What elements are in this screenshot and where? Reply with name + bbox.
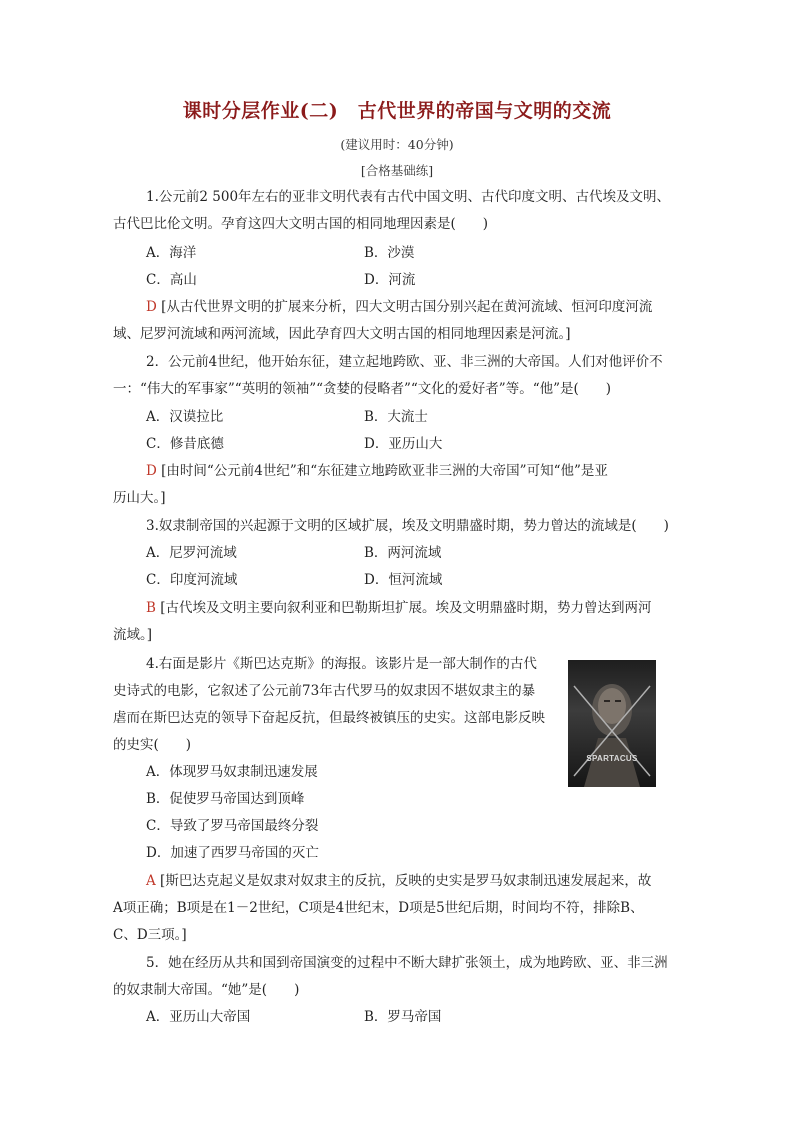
q4-explanation-text: [斯巴达克起义是奴隶对奴隶主的反抗，反映的史实是罗马奴隶制迅速发展起来，故 [160, 873, 652, 889]
q4-option-c: C．导致了罗马帝国最终分裂 [146, 818, 319, 834]
q2-stem-line-2: 一：“伟大的军事家”“英明的领袖”“贪婪的侵略者”“文化的爱好者”等。“他”是( ) [113, 381, 612, 397]
q3-stem-line-1: 3.奴隶制帝国的兴起源于文明的区域扩展，埃及文明鼎盛时期，势力曾达的流域是( ) [146, 518, 669, 534]
q2-option-a: A．汉谟拉比 [146, 409, 224, 425]
poster-title-text: SPARTACUS [586, 754, 638, 763]
q2-stem-line-1: 2．公元前4世纪，他开始东征，建立起地跨欧、亚、非三洲的大帝国。人们对他评价不 [146, 354, 663, 370]
q1-stem-line-2: 古代巴比伦文明。孕育这四大文明古国的相同地理因素是( ) [113, 216, 489, 232]
q5-option-b: B．罗马帝国 [364, 1009, 442, 1025]
q3-option-b: B．两河流域 [364, 545, 442, 561]
q3-explanation-text: [古代埃及文明主要向叙利亚和巴勒斯坦扩展。埃及文明鼎盛时期，势力曾达到两河 [160, 600, 652, 616]
q3-option-d: D．恒河流域 [364, 572, 443, 588]
spartacus-poster-image [568, 660, 656, 787]
q4-option-b: B．促使罗马帝国达到顶峰 [146, 791, 305, 807]
q5-stem-line-2: 的奴隶制大帝国。“她”是( ) [113, 982, 300, 998]
q5-stem-line-1: 5．她在经历从共和国到帝国演变的过程中不断大肆扩张领土，成为地跨欧、亚、非三洲 [146, 955, 668, 971]
q4-answer: A [146, 873, 156, 889]
q4-explanation-line-2: A项正确；B项是在1－2世纪，C项是4世纪末，D项是5世纪后期，时间均不符，排除B、 [113, 900, 644, 916]
q1-option-b: B．沙漠 [364, 245, 415, 261]
q4-option-d: D．加速了西罗马帝国的灭亡 [146, 845, 319, 861]
q4-stem-line-2: 史诗式的电影，它叙述了公元前73年古代罗马的奴隶因不堪奴隶主的暴 [113, 683, 536, 699]
q3-answer: B [146, 600, 156, 616]
q2-explanation-line-1 [146, 459, 608, 479]
q4-explanation-line-3: C、D三项。] [113, 927, 187, 943]
q4-stem-line-4: 的史实( ) [113, 737, 192, 753]
q1-option-a: A．海洋 [146, 245, 197, 261]
time-hint: (建议用时：40分钟) [340, 137, 454, 152]
section-heading: [合格基础练] [360, 163, 434, 178]
q1-option-c: C．高山 [146, 272, 197, 288]
q1-explanation-line-1 [146, 295, 652, 315]
q5-option-a: A．亚历山大帝国 [146, 1009, 251, 1025]
q4-option-a: A．体现罗马奴隶制迅速发展 [146, 764, 318, 780]
q2-answer: D [146, 463, 157, 479]
page-title: 课时分层作业(二) 古代世界的帝国与文明的交流 [182, 100, 612, 122]
q2-explanation-text: [由时间“公元前4世纪”和“东征建立地跨欧亚非三洲的大帝国”可知“他”是亚 [161, 463, 608, 479]
q3-explanation-line-2: 流域。] [113, 627, 153, 643]
q1-explanation-line-2: 域、尼罗河流域和两河流域，因此孕育四大文明古国的相同地理因素是河流。] [113, 326, 571, 342]
q4-explanation-line-1 [146, 869, 651, 889]
q4-stem-line-3: 虐而在斯巴达克的领导下奋起反抗，但最终被镇压的史实。这部电影反映 [113, 710, 545, 726]
q3-option-c: C．印度河流域 [146, 572, 238, 588]
poster-artwork [568, 660, 656, 787]
q1-option-d: D．河流 [364, 272, 416, 288]
q1-stem-line-1: 1.公元前2 500年左右的亚非文明代表有古代中国文明、古代印度文明、古代埃及文明、 [146, 189, 671, 205]
q2-option-d: D．亚历山大 [364, 436, 443, 452]
q3-explanation-line-1 [146, 596, 652, 616]
q4-stem-line-1: 4.右面是影片《斯巴达克斯》的海报。该影片是一部大制作的古代 [146, 656, 537, 672]
q1-explanation-text: [从古代世界文明的扩展来分析，四大文明古国分别兴起在黄河流域、恒河印度河流 [161, 299, 653, 315]
q2-option-c: C．修昔底德 [146, 436, 224, 452]
q3-option-a: A．尼罗河流域 [146, 545, 237, 561]
q2-option-b: B．大流士 [364, 409, 428, 425]
q2-explanation-line-2: 历山大。] [113, 490, 166, 506]
q1-answer: D [146, 299, 157, 315]
